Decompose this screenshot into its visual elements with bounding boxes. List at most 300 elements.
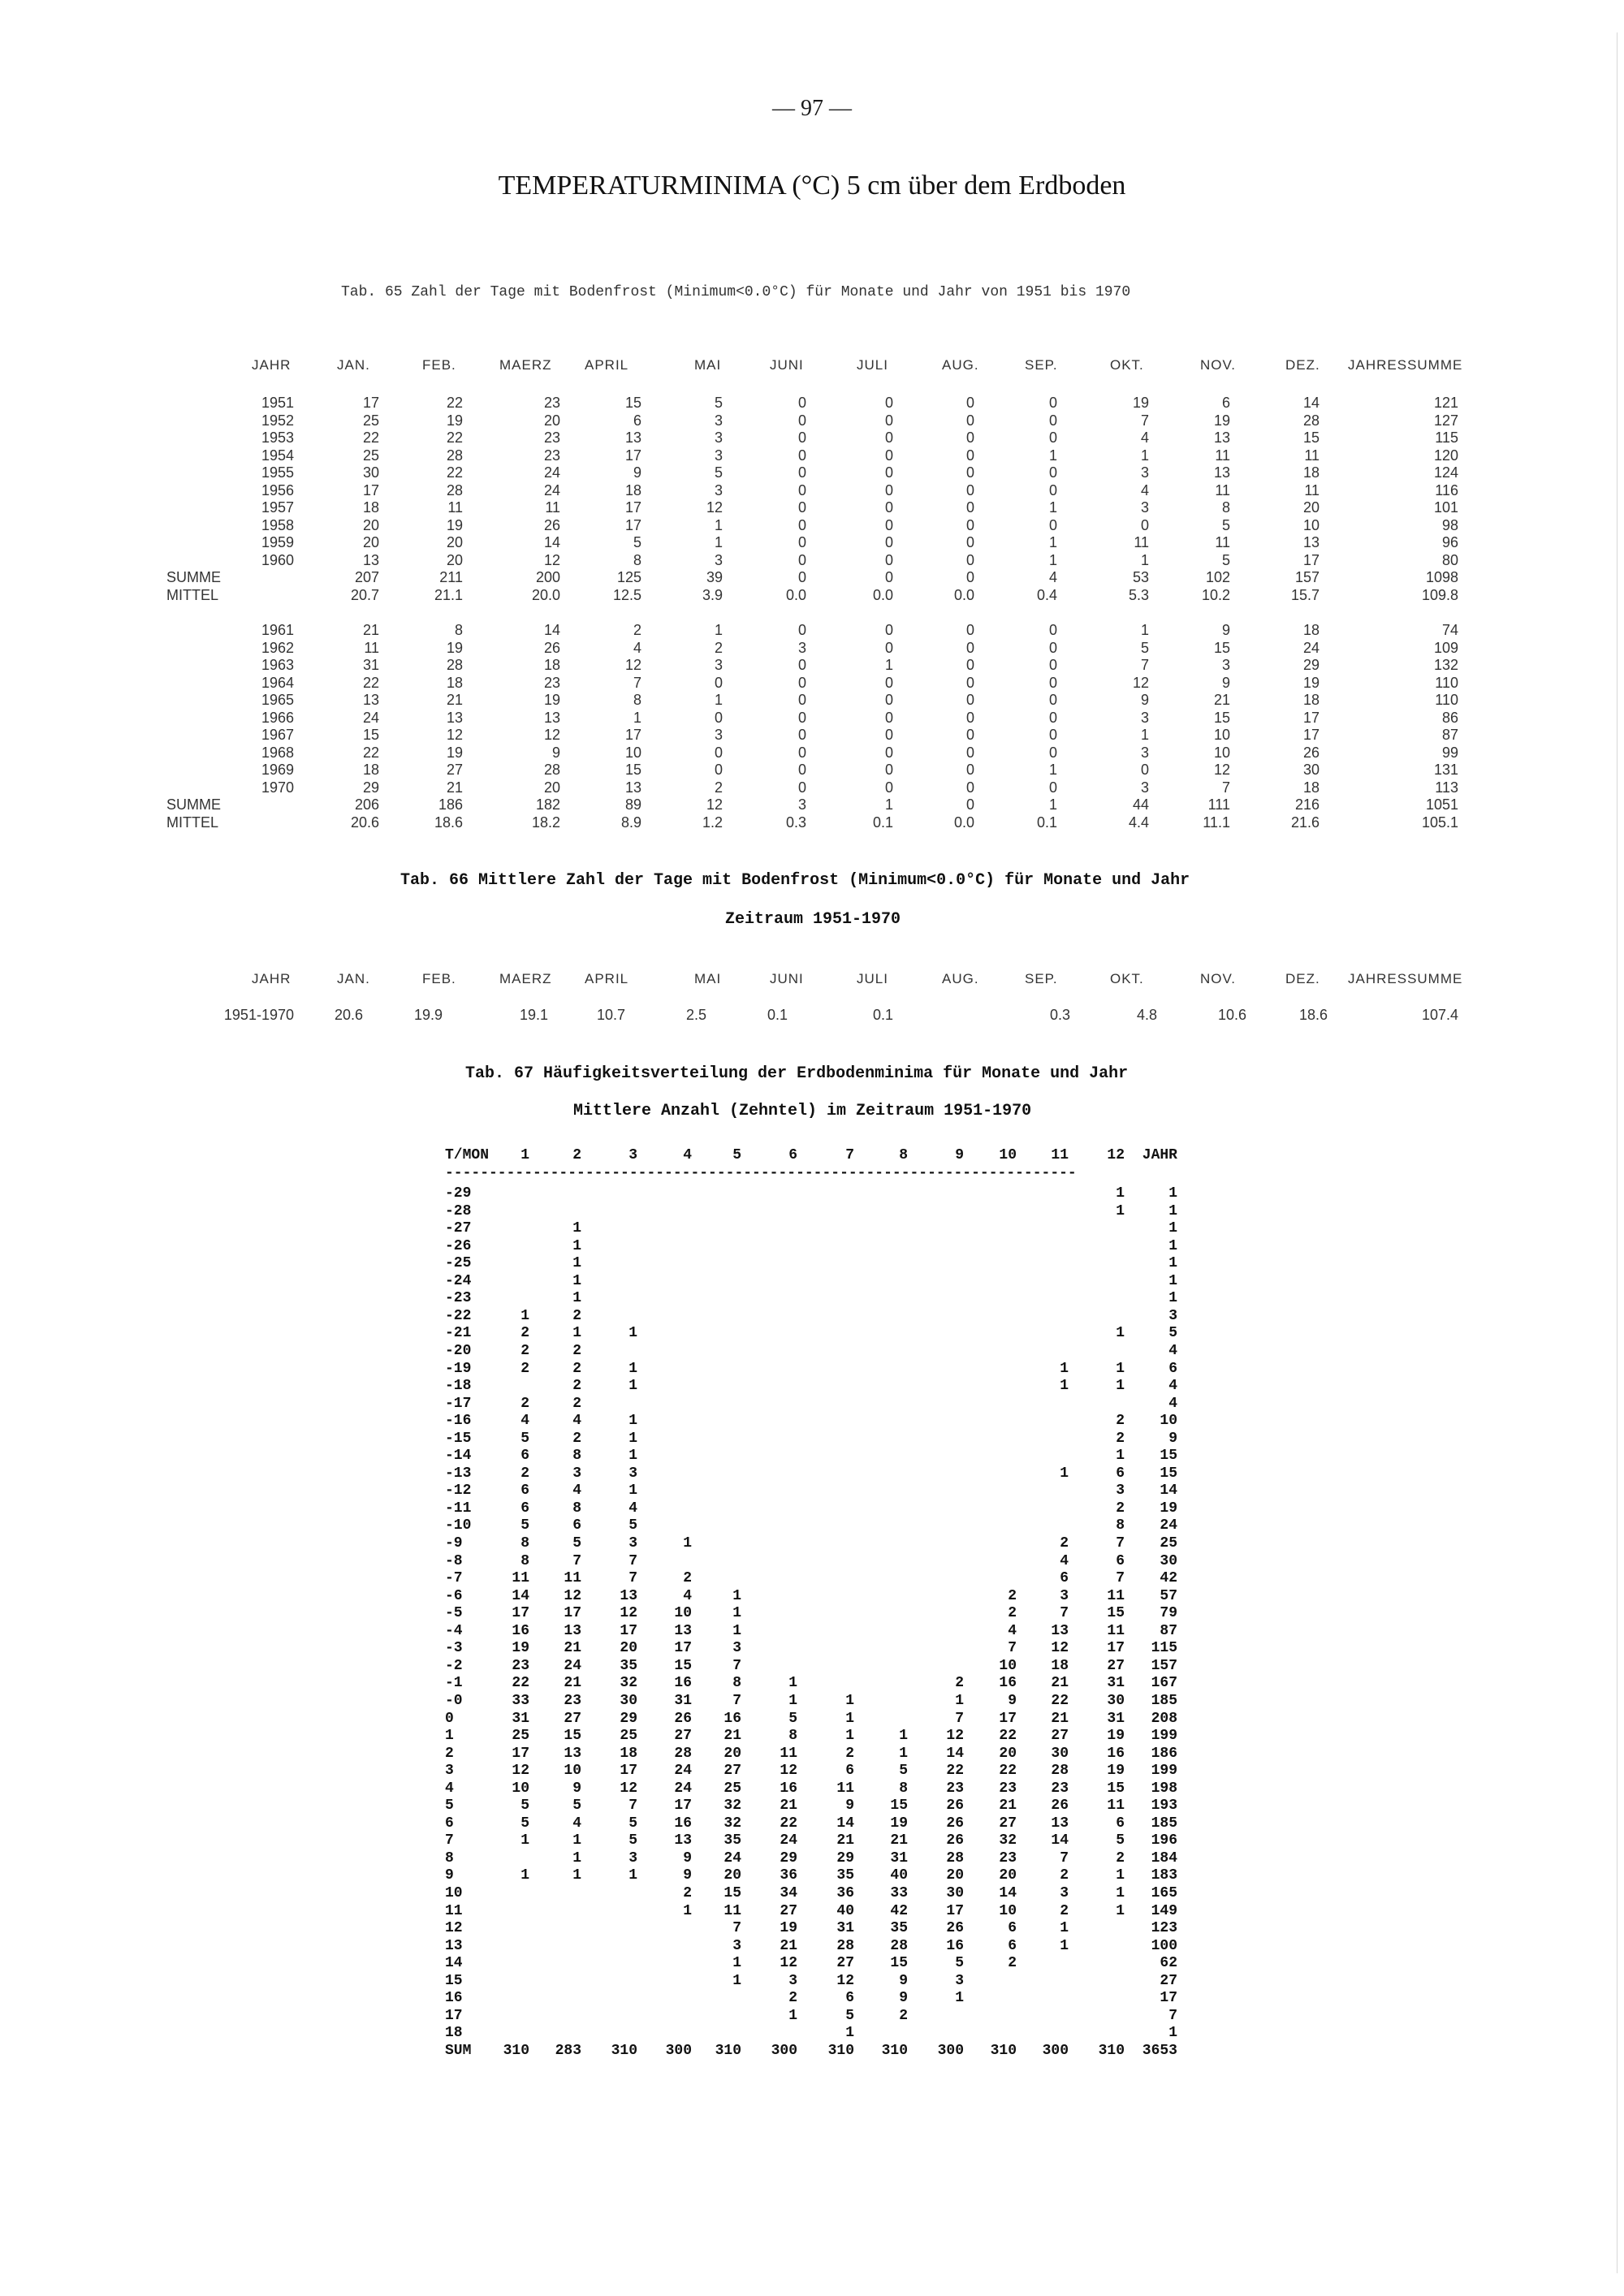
tab65-cell: 1051	[1425, 796, 1458, 813]
tab67-cell: 20	[999, 1745, 1017, 1762]
tab67-cell: 10	[999, 1657, 1017, 1674]
tab67-cell: 300	[937, 2042, 964, 2059]
tab65-cell: 3	[714, 727, 723, 743]
tab65-cell: 0	[797, 481, 806, 498]
tab67-cell: 21	[564, 1675, 581, 1692]
tab65-cell: 1960	[261, 551, 294, 568]
tab65-cell: 186	[438, 796, 463, 813]
tab67-cell: 6	[1116, 1815, 1125, 1832]
tab67-cell: 8	[788, 1728, 797, 1745]
tab65-cell: 0	[797, 692, 806, 708]
tab67-header-cell: 1	[520, 1147, 529, 1163]
tab67-cell: 167	[1151, 1675, 1177, 1692]
tab67-row-label: -18	[445, 1378, 472, 1395]
tab65-cell: 12.5	[612, 586, 641, 603]
tab67-cell: 7	[955, 1710, 964, 1727]
tab67-cell: 9	[899, 1972, 908, 1989]
tab67-cell: 1	[732, 1622, 741, 1639]
tab67-cell: 14	[1051, 1832, 1069, 1849]
tab67-cell: 27	[564, 1710, 581, 1727]
tab67-cell: 1	[572, 1237, 581, 1254]
tab67-cell: 12	[836, 1972, 854, 1989]
tab67-row-label: -3	[445, 1640, 463, 1657]
tab67-cell: 3	[732, 1640, 741, 1657]
tab67-cell: 9	[1168, 1430, 1177, 1447]
tab67-cell: 2	[1116, 1430, 1125, 1447]
tab67-cell: 2	[788, 1990, 797, 2007]
tab67-cell: 6	[845, 1763, 854, 1780]
tab67-cell: 35	[890, 1920, 908, 1937]
tab67-cell: 2	[899, 2007, 908, 2024]
tab65-cell: 24	[1302, 639, 1320, 656]
tab65-cell: 30	[362, 464, 379, 481]
tab67-cell: 23	[1051, 1780, 1069, 1797]
tab67-header-cell: 12	[1107, 1147, 1125, 1163]
tab67-cell: 2	[520, 1325, 529, 1342]
tab65-cell: 4	[633, 639, 641, 656]
tab67-cell: 31	[1107, 1710, 1125, 1727]
tab65-header-cell: SEP.	[1025, 357, 1058, 373]
tab65-cell: 0	[965, 516, 974, 533]
tab67-cell: 1	[845, 2025, 854, 2042]
tab67-cell: 310	[881, 2042, 908, 2059]
tab65-cell: 111	[1207, 796, 1230, 813]
tab65-cell: 102	[1205, 569, 1230, 585]
tab67-cell: 5	[788, 1710, 797, 1727]
tab67-cell: 19	[512, 1640, 529, 1657]
tab67-cell: 23	[946, 1780, 964, 1797]
tab65-cell: 87	[1441, 727, 1458, 743]
tab67-cell: 62	[1160, 1955, 1177, 1972]
tab67-cell: 2	[1008, 1605, 1017, 1622]
tab67-cell: 1	[572, 1849, 581, 1867]
tab65-cell: 25	[362, 412, 379, 429]
tab67-cell: 208	[1151, 1710, 1177, 1727]
tab67-cell: 1	[1116, 1185, 1125, 1202]
tab67-cell: 1	[1168, 1237, 1177, 1254]
tab67-cell: 3	[788, 1972, 797, 1989]
tab65-cell: 18	[543, 657, 560, 673]
tab67-cell: 11	[1107, 1587, 1125, 1604]
tab67-cell: 17	[620, 1622, 637, 1639]
tab65-row-label: SUMME	[166, 796, 221, 813]
tab67-cell: 27	[674, 1728, 692, 1745]
tab67-row-label: 9	[445, 1867, 454, 1884]
tab67-cell: 11	[836, 1780, 854, 1797]
tab65-cell: 1	[633, 709, 641, 726]
tab65-cell: 19	[543, 692, 560, 708]
tab65-cell: 17	[624, 727, 641, 743]
tab65-header-cell: DEZ.	[1285, 357, 1320, 373]
tab65-cell: 1	[1048, 551, 1057, 568]
tab67-cell: 1	[1116, 1378, 1125, 1395]
tab67-cell: 165	[1151, 1885, 1177, 1901]
tab67-cell: 115	[1151, 1640, 1177, 1657]
tab67-cell: 35	[620, 1657, 637, 1674]
tab67-cell: 2	[520, 1465, 529, 1482]
tab65-cell: 21.1	[434, 586, 463, 603]
tab65-cell: 0	[1048, 481, 1057, 498]
tab67-cell: 1	[845, 1692, 854, 1709]
tab67-cell: 186	[1151, 1745, 1177, 1762]
tab65-cell: 14	[543, 534, 560, 550]
tab66-header-cell: JUNI	[770, 971, 804, 986]
tab65-cell: 1	[1140, 622, 1149, 638]
tab67-cell: 6	[1116, 1552, 1125, 1569]
tab65-cell: 0	[1048, 395, 1057, 411]
tab65-cell: 0	[965, 674, 974, 691]
page-number: — 97 —	[772, 96, 852, 121]
tab65-cell: 1955	[261, 464, 294, 481]
tab65-cell: 0	[965, 779, 974, 796]
tab67-row-label: 18	[445, 2025, 463, 2042]
tab67-cell: 19	[780, 1920, 797, 1937]
tab65-cell: 0	[1048, 412, 1057, 429]
tab67-cell: 1	[628, 1378, 637, 1395]
tab67-cell: 8	[899, 1780, 908, 1797]
tab67-cell: 1	[1116, 1867, 1125, 1884]
tab67-cell: 27	[1160, 1972, 1177, 1989]
tab67-cell: 6	[1168, 1360, 1177, 1377]
tab65-cell: 24	[543, 464, 560, 481]
tab65-cell: 86	[1441, 709, 1458, 726]
tab67-cell: 7	[628, 1570, 637, 1587]
tab65-cell: 207	[354, 569, 379, 585]
tab65-cell: 0	[1048, 429, 1057, 446]
tab67-cell: 15	[674, 1657, 692, 1674]
tab65-cell: 9	[1221, 622, 1230, 638]
tab67-cell: 7	[1060, 1605, 1069, 1622]
tab67-row-label: 4	[445, 1780, 454, 1797]
tab67-cell: 1	[1168, 1255, 1177, 1272]
tab65-cell: 0	[884, 622, 893, 638]
tab65-cell: 3	[1221, 657, 1230, 673]
tab67-cell: 11	[780, 1745, 797, 1762]
tab67-cell: 22	[946, 1763, 964, 1780]
tab65-cell: 127	[1433, 412, 1458, 429]
tab67-cell: 57	[1160, 1587, 1177, 1604]
tab67-cell: 5	[520, 1430, 529, 1447]
tab67-row-label: 12	[445, 1920, 463, 1937]
tab67-cell: 26	[1051, 1798, 1069, 1815]
tab66-cell: 10.6	[1217, 1007, 1246, 1023]
tab66-header-cell: FEB.	[422, 971, 456, 986]
tab67-cell: 21	[723, 1728, 741, 1745]
tab67-cell: 4	[572, 1482, 581, 1500]
tab67-cell: 25	[723, 1780, 741, 1797]
tab67-header-cell: 9	[955, 1147, 964, 1163]
tab65-cell: 8	[454, 622, 463, 638]
tab65-cell: 182	[535, 796, 560, 813]
tab65-cell: 1954	[261, 447, 294, 464]
tab67-header-cell: T/MON	[445, 1147, 490, 1163]
tab65-cell: 22	[446, 464, 463, 481]
tab67-cell: 283	[555, 2042, 581, 2059]
tab67-cell: 16	[780, 1780, 797, 1797]
tab67-cell: 185	[1151, 1815, 1177, 1832]
tab65-cell: 19	[446, 412, 463, 429]
tab67-cell: 4	[520, 1413, 529, 1430]
tab67-cell: 1	[572, 1272, 581, 1289]
tab67-cell: 21	[836, 1832, 854, 1849]
tab67-cell: 31	[512, 1710, 529, 1727]
tab65-cell: 0	[965, 762, 974, 778]
tab65-cell: 13	[1302, 534, 1320, 550]
tab67-cell: 1	[788, 1692, 797, 1709]
tab67-cell: 22	[999, 1728, 1017, 1745]
tab65-header-cell: JAHRESSUMME	[1348, 357, 1463, 373]
tab67-row-label: -24	[445, 1272, 472, 1289]
tab65-cell: 0	[797, 447, 806, 464]
tab65-cell: 23	[543, 447, 560, 464]
tab65-cell: 18.6	[434, 814, 463, 831]
tab65-cell: 20	[1302, 499, 1320, 516]
tab65-cell: 30	[1302, 762, 1320, 778]
tab67-cell: 9	[899, 1990, 908, 2007]
tab65-cell: 20	[362, 516, 379, 533]
tab67-header-cell: 2	[572, 1147, 581, 1163]
tab67-cell: 2	[1008, 1587, 1017, 1604]
tab65-cell: 0	[1048, 779, 1057, 796]
tab67-row-label: -28	[445, 1202, 472, 1219]
tab67-cell: 10	[674, 1605, 692, 1622]
tab65-cell: 0	[1048, 622, 1057, 638]
tab65-cell: 0	[884, 464, 893, 481]
tab67-cell: 14	[1160, 1482, 1177, 1500]
tab67-cell: 1	[1060, 1465, 1069, 1482]
tab67-cell: 35	[836, 1867, 854, 1884]
tab65-cell: 18	[1302, 692, 1320, 708]
tab65-caption: Tab. 65 Zahl der Tage mit Bodenfrost (Minimum<0.0°C) für Monate und Jahr von 1951 bis 1970	[341, 284, 1131, 300]
tab67-cell: 9	[845, 1798, 854, 1815]
tab67-cell: 12	[564, 1587, 581, 1604]
tab67-cell: 9	[683, 1867, 692, 1884]
tab67-cell: 2	[572, 1395, 581, 1412]
tab67-cell: 12	[780, 1955, 797, 1972]
tab65-cell: 2	[714, 779, 723, 796]
tab67-cell: 1	[732, 1605, 741, 1622]
tab65-cell: 13	[362, 692, 379, 708]
tab67-cell: 1	[1116, 1448, 1125, 1465]
tab67-cell: 23	[512, 1657, 529, 1674]
tab67-cell: 183	[1151, 1867, 1177, 1884]
tab65-cell: 17	[362, 395, 379, 411]
tab65-cell: 23	[543, 429, 560, 446]
tab67-cell: 9	[1008, 1692, 1017, 1709]
tab67-cell: 1	[1168, 1290, 1177, 1307]
tab67-cell: 2	[520, 1360, 529, 1377]
tab65-cell: 1	[1048, 447, 1057, 464]
tab67-cell: 8	[520, 1552, 529, 1569]
tab67-row-label: -4	[445, 1622, 463, 1639]
tab67-cell: 7	[628, 1798, 637, 1815]
tab66-header-cell: OKT.	[1110, 971, 1144, 986]
tab67-cell: 23	[564, 1692, 581, 1709]
tab65-cell: 0	[884, 639, 893, 656]
tab67-cell: 20	[723, 1867, 741, 1884]
tab65-cell: 17	[362, 481, 379, 498]
tab67-cell: 19	[1107, 1728, 1125, 1745]
tab67-cell: 12	[1051, 1640, 1069, 1657]
tab67-cell: 1	[1060, 1920, 1069, 1937]
tab67-cell: 17	[946, 1902, 964, 1919]
tab67-row-label: 6	[445, 1815, 454, 1832]
tab65-cell: 5	[714, 464, 723, 481]
tab67-cell: 10	[999, 1902, 1017, 1919]
tab66-cell: 4.8	[1136, 1007, 1157, 1023]
tab65-header-cell: JAN.	[337, 357, 370, 373]
tab65-cell: 0	[965, 692, 974, 708]
tab65-cell: 18	[1302, 622, 1320, 638]
tab65-cell: 3	[1140, 779, 1149, 796]
tab65-cell: 5	[1221, 516, 1230, 533]
tab65-cell: 0	[884, 551, 893, 568]
tab65-cell: 15	[1302, 429, 1320, 446]
tab67-cell: 1	[732, 1587, 741, 1604]
tab65-cell: 3	[714, 657, 723, 673]
tab65-cell: 1965	[261, 692, 294, 708]
tab67-cell: 16	[1107, 1745, 1125, 1762]
tab67-cell: 23	[999, 1780, 1017, 1797]
tab67-cell: 28	[674, 1745, 692, 1762]
tab65-cell: 157	[1294, 569, 1320, 585]
tab67-cell: 42	[890, 1902, 908, 1919]
tab65-cell: 0.0	[785, 586, 806, 603]
tab67-cell: 7	[1116, 1535, 1125, 1552]
tab65-cell: 0	[1140, 762, 1149, 778]
tab67-row-label: -11	[445, 1500, 472, 1517]
tab67-cell: 4	[572, 1413, 581, 1430]
tab65-cell: 109	[1433, 639, 1458, 656]
tab65-cell: 0.3	[785, 814, 806, 831]
tab66-cell: 18.6	[1298, 1007, 1328, 1023]
tab65-cell: 0	[965, 569, 974, 585]
tab65-cell: 1	[1048, 534, 1057, 550]
tab65-header-cell: FEB.	[422, 357, 456, 373]
tab66-cell: 2.5	[685, 1007, 706, 1023]
tab65-cell: 20	[446, 551, 463, 568]
tab65-cell: 19	[446, 516, 463, 533]
tab67-cell: 24	[674, 1780, 692, 1797]
tab65-cell: 0	[965, 551, 974, 568]
tab65-cell: 44	[1132, 796, 1149, 813]
tab67-cell: 4	[572, 1815, 581, 1832]
tab65-cell: 0	[797, 744, 806, 761]
tab67-cell: 6	[845, 1990, 854, 2007]
tab67-cell: 6	[520, 1482, 529, 1500]
tab67-cell: 310	[827, 2042, 854, 2059]
tab67-cell: 21	[780, 1937, 797, 1954]
tab65-cell: 1	[714, 534, 723, 550]
tab67-row-label: 10	[445, 1885, 463, 1901]
tab65-cell: 0	[714, 674, 723, 691]
tab65-cell: 20	[543, 779, 560, 796]
tab67-cell: 4	[1168, 1378, 1177, 1395]
tab67-cell: 17	[512, 1745, 529, 1762]
tab65-cell: 20.7	[350, 586, 379, 603]
tab67-cell: 34	[780, 1885, 797, 1901]
tab67-cell: 8	[1116, 1517, 1125, 1534]
tab67-cell: 30	[1160, 1552, 1177, 1569]
tab67-cell: 12	[620, 1780, 637, 1797]
tab67-cell: 1	[628, 1325, 637, 1342]
tab65-cell: 17	[1302, 709, 1320, 726]
tab67-cell: 1	[572, 1325, 581, 1342]
tab65-cell: 18	[362, 499, 379, 516]
tab65-cell: 5	[1221, 551, 1230, 568]
tab67-cell: 17	[999, 1710, 1017, 1727]
tab65-cell: 1	[714, 622, 723, 638]
tab67-row-label: 7	[445, 1832, 454, 1849]
tab67-cell: 7	[732, 1657, 741, 1674]
tab67-cell: 31	[1107, 1675, 1125, 1692]
tab67-row-label: -5	[445, 1605, 463, 1622]
tab67-cell: 3	[1060, 1885, 1069, 1901]
tab67-cell: 4	[683, 1587, 692, 1604]
tab67-cell: 28	[1051, 1763, 1069, 1780]
tab67-cell: 17	[674, 1640, 692, 1657]
tab67-cell: 27	[836, 1955, 854, 1972]
tab67-cell: 1	[955, 1692, 964, 1709]
tab67-cell: 2	[1060, 1867, 1069, 1884]
tab65-cell: 5	[633, 534, 641, 550]
tab65-cell: 0	[884, 447, 893, 464]
tab67-cell: 1	[1060, 1360, 1069, 1377]
tab65-cell: 116	[1435, 481, 1458, 498]
tab66-header-cell: JAN.	[337, 971, 370, 986]
tab65-cell: 0	[714, 762, 723, 778]
tab65-cell: 1969	[261, 762, 294, 778]
tab67-cell: 5	[899, 1763, 908, 1780]
tab65-cell: 27	[446, 762, 463, 778]
tab67-cell: 185	[1151, 1692, 1177, 1709]
tab67-cell: 6	[520, 1500, 529, 1517]
tab65-cell: 0	[884, 692, 893, 708]
tab66-cell: 0.3	[1049, 1007, 1070, 1023]
tab65-cell: 6	[633, 412, 641, 429]
tab65-cell: 23	[543, 395, 560, 411]
tab65-cell: 109.8	[1421, 586, 1458, 603]
tab65-cell: 121	[1433, 395, 1458, 411]
tab65-cell: 96	[1441, 534, 1458, 550]
tab65-cell: 11	[447, 499, 463, 516]
tab67-cell: 2	[572, 1360, 581, 1377]
tab65-cell: 28	[543, 762, 560, 778]
tab67-cell: 18	[1051, 1657, 1069, 1674]
tab67-cell: 198	[1151, 1780, 1177, 1797]
tab66-header-cell: APRIL	[585, 971, 629, 986]
tab67-cell: 1	[1168, 2025, 1177, 2042]
tab67-cell: 32	[999, 1832, 1017, 1849]
tab65-cell: 1.2	[702, 814, 723, 831]
tab65-cell: 21	[1213, 692, 1230, 708]
tab67-cell: 17	[512, 1605, 529, 1622]
tab67-cell: 20	[999, 1867, 1017, 1884]
tab66-cell: 1951-1970	[223, 1007, 294, 1023]
tab67-cell: 310	[611, 2042, 637, 2059]
tab67-cell: 20	[946, 1867, 964, 1884]
tab65-cell: 1953	[261, 429, 294, 446]
tab67-cell: 27	[780, 1902, 797, 1919]
tab67-cell: 1	[572, 1255, 581, 1272]
tab67-row-label: -14	[445, 1448, 472, 1465]
tab67-cell: 7	[1168, 2007, 1177, 2024]
tab67-cell: 29	[620, 1710, 637, 1727]
tab67-row-label: SUM	[445, 2042, 472, 2059]
tab67-row-label: -19	[445, 1360, 472, 1377]
tab67-cell: 32	[723, 1815, 741, 1832]
tab67-cell: 32	[723, 1798, 741, 1815]
